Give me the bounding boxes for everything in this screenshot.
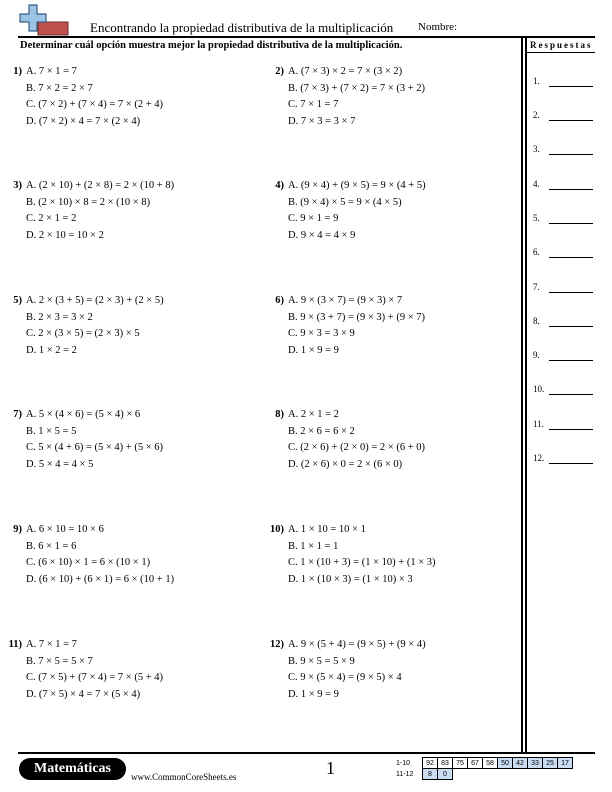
answer-blank[interactable]: [549, 292, 593, 293]
answer-column-divider-right: [525, 36, 527, 753]
problem-number: 6): [275, 295, 284, 306]
option-a: A. 7 × 1 = 7: [26, 639, 77, 650]
answer-number: 9.: [533, 350, 540, 360]
score-table: [396, 757, 573, 780]
option-a: A. 9 × (3 × 7) = (9 × 3) × 7: [288, 295, 403, 306]
header-rule: [18, 36, 595, 38]
answer-row-3: [533, 144, 540, 154]
score-row: [396, 758, 573, 769]
answer-number: 12.: [533, 453, 545, 463]
answer-blank[interactable]: [549, 120, 593, 121]
answer-number: 6.: [533, 247, 540, 257]
option-b: B. 9 × (3 + 7) = (9 × 3) + (9 × 7): [288, 311, 426, 323]
answer-number: 1.: [533, 76, 540, 86]
answers-header-rule: [525, 52, 595, 53]
instructions: Determinar cuál opción muestra mejor la propiedad distributiva de la multiplicación.: [20, 40, 403, 51]
problem-number: 2): [275, 66, 284, 77]
answer-blank[interactable]: [549, 360, 593, 361]
option-b: B. (7 × 3) + (7 × 2) = 7 × (3 + 2): [288, 82, 426, 94]
answer-row-4: [533, 179, 540, 189]
answer-blank[interactable]: [549, 326, 593, 327]
page-number: 1: [326, 758, 335, 778]
option-b: B. (2 × 10) × 8 = 2 × (10 × 8): [26, 196, 151, 208]
score-cell: 75: [453, 758, 468, 769]
option-a: A. 7 × 1 = 7: [26, 66, 77, 77]
score-cell: 42: [513, 758, 528, 769]
option-a: A. 1 × 10 = 10 × 1: [288, 524, 366, 535]
answer-row-10: [533, 384, 544, 394]
option-b: B. 1 × 5 = 5: [26, 425, 77, 437]
answer-number: 11.: [533, 419, 544, 429]
score-cell: 8: [423, 769, 438, 780]
option-b: B. 1 × 1 = 1: [288, 540, 339, 552]
option-b: B. 2 × 3 = 3 × 2: [26, 311, 93, 323]
option-d: D. 5 × 4 = 4 × 5: [26, 458, 94, 470]
answer-number: 10.: [533, 384, 545, 394]
answer-row-2: [533, 110, 540, 120]
option-c: C. 5 × (4 + 6) = (5 × 4) + (5 × 6): [26, 442, 164, 453]
answer-blank[interactable]: [549, 189, 593, 190]
answer-row-7: [533, 282, 540, 292]
answer-number: 8.: [533, 316, 540, 326]
option-c: C. 2 × 1 = 2: [26, 213, 77, 224]
plus-minus-logo-icon: [18, 4, 70, 38]
answer-blank[interactable]: [549, 257, 593, 258]
answers-header: Respuestas: [530, 40, 593, 50]
option-d: D. (7 × 5) × 4 = 7 × (5 × 4): [26, 688, 141, 700]
answer-blank[interactable]: [549, 154, 593, 155]
answer-blank[interactable]: [549, 86, 593, 87]
answer-number: 5.: [533, 213, 540, 223]
score-cell: 67: [468, 758, 483, 769]
option-d: D. 2 × 10 = 10 × 2: [26, 229, 104, 241]
option-c: C. 9 × 1 = 9: [288, 213, 339, 224]
option-d: D. 9 × 4 = 4 × 9: [288, 229, 356, 241]
option-c: C. 2 × (3 × 5) = (2 × 3) × 5: [26, 328, 140, 339]
answer-blank[interactable]: [549, 394, 593, 395]
option-d: D. 1 × 2 = 2: [26, 344, 77, 356]
website-url: www.CommonCoreSheets.es: [131, 772, 237, 782]
answer-row-8: [533, 316, 540, 326]
option-c: C. 9 × (5 × 4) = (9 × 5) × 4: [288, 672, 402, 683]
problem-number: 5): [13, 295, 22, 306]
option-a: A. 2 × 1 = 2: [288, 409, 339, 420]
answer-number: 2.: [533, 110, 540, 120]
score-cell: 25: [543, 758, 558, 769]
option-b: B. (9 × 4) × 5 = 9 × (4 × 5): [288, 196, 402, 208]
problem-number: 4): [275, 180, 284, 191]
option-d: D. 1 × 9 = 9: [288, 688, 339, 700]
option-c: C. (2 × 6) + (2 × 0) = 2 × (6 + 0): [288, 442, 426, 453]
score-cell: 83: [438, 758, 453, 769]
problem-number: 8): [275, 409, 284, 420]
answer-row-12: [533, 453, 544, 463]
score-cell: 92: [423, 758, 438, 769]
option-d: D. 1 × 9 = 9: [288, 344, 339, 356]
answer-row-9: [533, 350, 540, 360]
score-cell: 33: [528, 758, 543, 769]
footer-rule: [18, 752, 595, 754]
option-d: D. 1 × (10 × 3) = (1 × 10) × 3: [288, 573, 413, 585]
answer-row-11: [533, 419, 544, 429]
answer-number: 4.: [533, 179, 540, 189]
option-d: D. 7 × 3 = 3 × 7: [288, 115, 356, 127]
brand-badge: Matemáticas: [19, 758, 126, 780]
answer-blank[interactable]: [549, 429, 593, 430]
option-a: A. 9 × (5 + 4) = (9 × 5) + (9 × 4): [288, 639, 426, 650]
option-b: B. 7 × 5 = 5 × 7: [26, 655, 93, 667]
option-d: D. (2 × 6) × 0 = 2 × (6 × 0): [288, 458, 403, 470]
option-a: A. (7 × 3) × 2 = 7 × (3 × 2): [288, 66, 403, 77]
score-cell: 50: [498, 758, 513, 769]
problem-number: 9): [13, 524, 22, 535]
score-cell: 17: [558, 758, 573, 769]
score-row-label: 11-12: [396, 770, 414, 778]
option-a: A. 2 × (3 + 5) = (2 × 3) + (2 × 5): [26, 295, 164, 306]
option-c: C. 9 × 3 = 3 × 9: [288, 328, 355, 339]
option-b: B. 6 × 1 = 6: [26, 540, 77, 552]
problem-number: 1): [13, 66, 22, 77]
option-b: B. 2 × 6 = 6 × 2: [288, 425, 355, 437]
option-b: B. 7 × 2 = 2 × 7: [26, 82, 93, 94]
answer-row-1: [533, 76, 540, 86]
worksheet-title: Encontrando la propiedad distributiva de la multiplicación: [90, 20, 394, 35]
option-a: A. (2 × 10) + (2 × 8) = 2 × (10 + 8): [26, 180, 175, 191]
option-d: D. (6 × 10) + (6 × 1) = 6 × (10 + 1): [26, 573, 175, 585]
score-cell: 0: [438, 769, 453, 780]
answer-blank[interactable]: [549, 463, 593, 464]
problem-number: 12): [270, 639, 284, 650]
score-row-label: 1-10: [396, 759, 411, 767]
answer-number: 7.: [533, 282, 540, 292]
answer-row-5: [533, 213, 540, 223]
score-cell: 58: [483, 758, 498, 769]
option-d: D. (7 × 2) × 4 = 7 × (2 × 4): [26, 115, 141, 127]
answer-column-divider-left: [521, 36, 523, 753]
answer-number: 3.: [533, 144, 540, 154]
option-b: B. 9 × 5 = 5 × 9: [288, 655, 355, 667]
option-c: C. (7 × 2) + (7 × 4) = 7 × (2 + 4): [26, 99, 164, 110]
option-a: A. 6 × 10 = 10 × 6: [26, 524, 104, 535]
option-c: C. (6 × 10) × 1 = 6 × (10 × 1): [26, 557, 151, 568]
problem-number: 10): [270, 524, 284, 535]
answer-row-6: [533, 247, 540, 257]
score-row: [396, 769, 573, 780]
problem-number: 11): [8, 639, 22, 650]
problem-number: 3): [13, 180, 22, 191]
option-c: C. 7 × 1 = 7: [288, 99, 339, 110]
option-a: A. (9 × 4) + (9 × 5) = 9 × (4 + 5): [288, 180, 426, 191]
name-label: Nombre:: [418, 21, 458, 33]
option-a: A. 5 × (4 × 6) = (5 × 4) × 6: [26, 409, 141, 420]
answer-blank[interactable]: [549, 223, 593, 224]
option-c: C. 1 × (10 + 3) = (1 × 10) + (1 × 3): [288, 557, 436, 568]
option-c: C. (7 × 5) + (7 × 4) = 7 × (5 + 4): [26, 672, 164, 683]
problem-number: 7): [13, 409, 22, 420]
